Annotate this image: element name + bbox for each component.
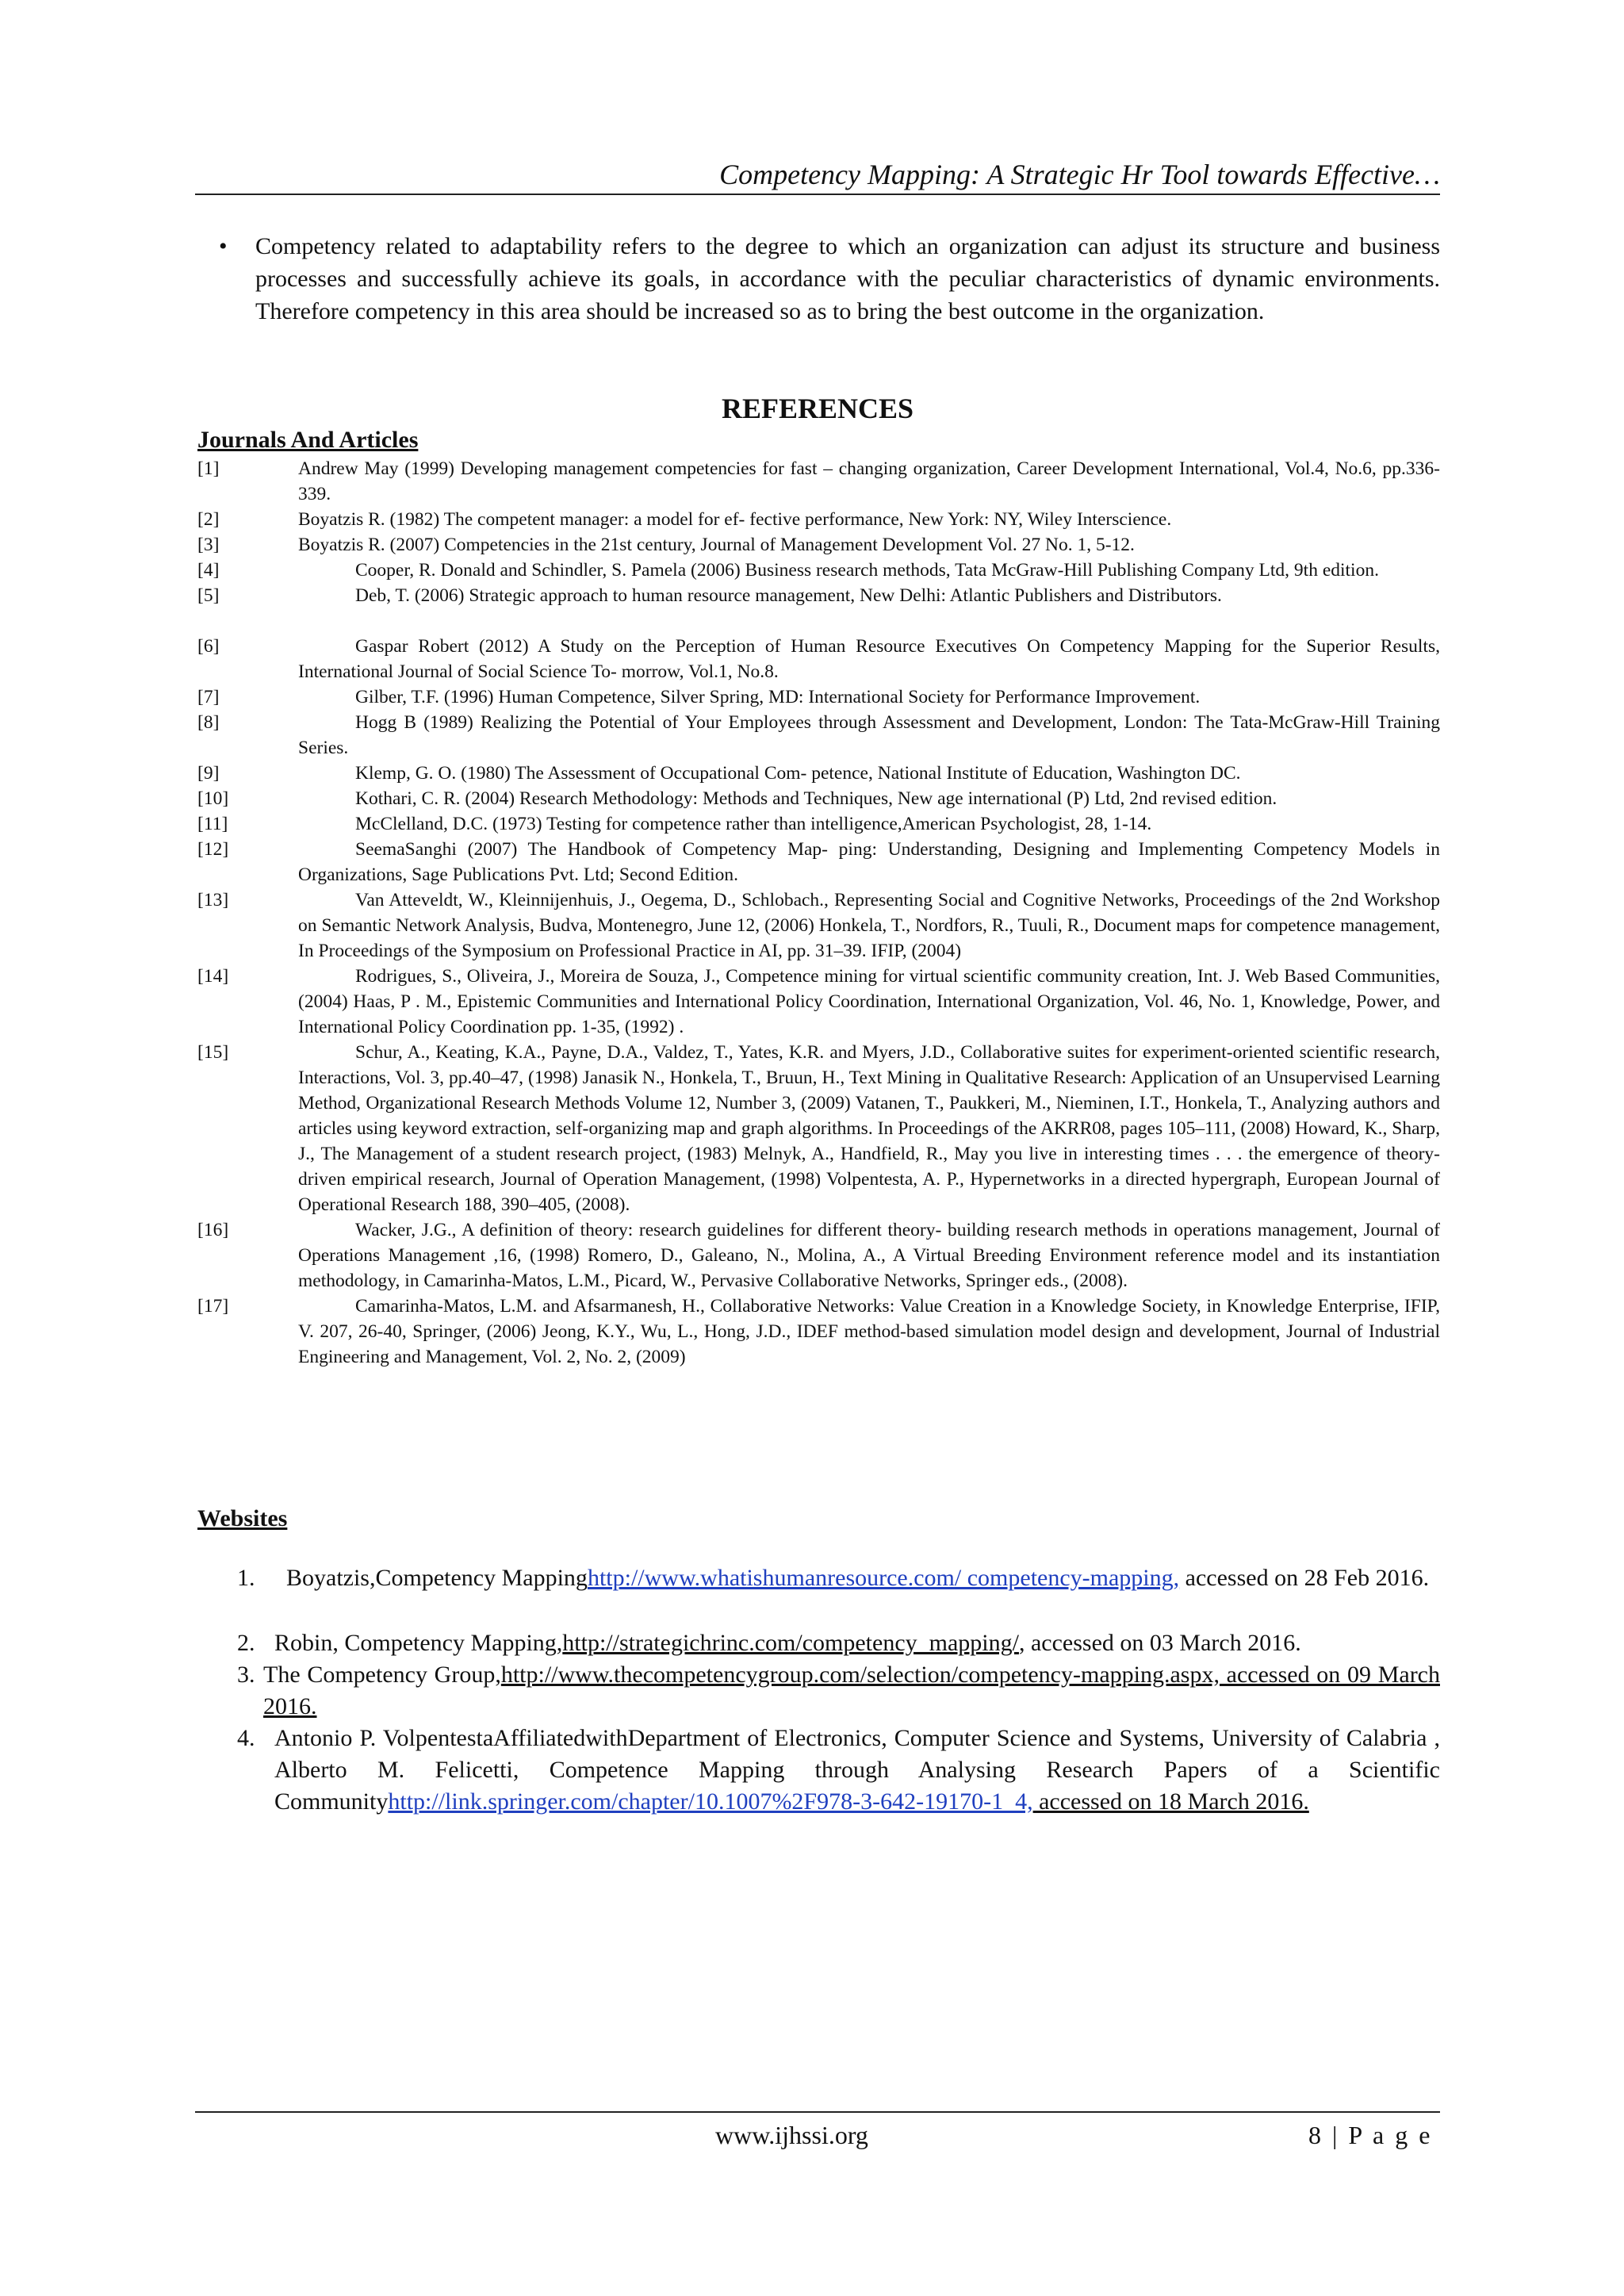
reference-item xyxy=(197,532,1440,558)
bullet-paragraph xyxy=(195,230,1440,328)
website-number: 2. xyxy=(237,1630,255,1656)
reference-number: [9] xyxy=(197,763,220,784)
reference-text: Hogg B (1989) Realizing the Potential of Your Employees through Assessment and Development, London: The Tata-McGraw-Hill Training Series. xyxy=(298,712,1440,758)
reference-number: [4] xyxy=(197,560,220,581)
website-access-note: accessed on 09 March 2016. xyxy=(263,1662,1440,1719)
website-link[interactable]: http://www.thecompetencygroup.com/selection/competency-mapping.aspx, xyxy=(500,1662,1220,1688)
website-number: 3. xyxy=(237,1662,255,1688)
header-divider xyxy=(195,194,1440,195)
reference-item xyxy=(197,634,1440,684)
reference-item xyxy=(197,1040,1440,1217)
reference-text: Boyatzis R. (2007) Competencies in the 21st century, Journal of Management Development Vol. 27 No. 1, 5-12. xyxy=(298,535,1135,555)
footer-website: www.ijhssi.org xyxy=(715,2121,868,2149)
reference-text: Kothari, C. R. (2004) Research Methodology: Methods and Techniques, New age international (P) Ltd, 2nd revised edition. xyxy=(355,788,1277,809)
reference-text: Gaspar Robert (2012) A Study on the Perception of Human Resource Executives On Competency Mapping for the Superior Results, International Journal of Social Science To- morrow, Vol.1, No.8. xyxy=(298,636,1440,682)
website-item xyxy=(195,1723,1440,1818)
reference-item xyxy=(197,583,1440,608)
reference-item xyxy=(197,786,1440,811)
website-number: 4. xyxy=(237,1725,255,1751)
footer-divider xyxy=(195,2111,1440,2113)
reference-text: Andrew May (1999) Developing management competencies for fast – changing organization, Career Development International, Vol.4, No.6, pp.336-339. xyxy=(298,458,1440,504)
reference-number: [6] xyxy=(197,636,220,657)
reference-item xyxy=(197,684,1440,710)
reference-item xyxy=(197,558,1440,583)
bullet-text: Competency related to adaptability refers to the degree to which an organization can adjust its structure and business processes and successfully achieve its goals, in accordance with the peculiar characteristics of dynamic environments. Therefore competency in this area should be increased so as to bring the best outcome in the organization. xyxy=(255,233,1440,324)
reference-number: [10] xyxy=(197,788,229,809)
website-source: Boyatzis,Competency Mapping xyxy=(286,1565,588,1591)
website-number: 1. xyxy=(237,1565,255,1591)
reference-number: [16] xyxy=(197,1220,229,1240)
reference-item xyxy=(197,1294,1440,1370)
website-item xyxy=(195,1562,1440,1594)
reference-number: [15] xyxy=(197,1042,229,1063)
reference-item xyxy=(197,761,1440,786)
website-text xyxy=(263,1659,1440,1723)
reference-number: [7] xyxy=(197,687,220,707)
reference-text: Gilber, T.F. (1996) Human Competence, Silver Spring, MD: International Society for Performance Improvement. xyxy=(355,687,1201,707)
reference-text: Boyatzis R. (1982) The competent manager: a model for ef- fective performance, New York: NY, Wiley Interscience. xyxy=(298,509,1172,530)
reference-item xyxy=(197,964,1440,1040)
website-link[interactable]: http://link.springer.com/chapter/10.1007%2F978-3-642-19170-1_4, xyxy=(388,1788,1033,1815)
reference-item xyxy=(197,811,1440,837)
journals-subheading: Journals And Articles xyxy=(197,427,419,453)
website-link[interactable]: http://strategichrinc.com/competency_mapping/ xyxy=(562,1630,1019,1656)
bullet-marker: • xyxy=(219,233,228,259)
references-heading: REFERENCES xyxy=(721,393,914,424)
reference-item xyxy=(197,507,1440,532)
reference-text: Wacker, J.G., A definition of theory: research guidelines for different theory- building research methods in operations management, Journal of Operations Management ,16, (1998) Romero, D., Galeano, N., Molina, A., A Virtual Breeding Environment reference model and its instantiation methodology, in Camarinha-Matos, L.M., Picard, W., Pervasive Collaborative Networks, Springer eds., (2008). xyxy=(298,1220,1440,1291)
reference-text: Klemp, G. O. (1980) The Assessment of Occupational Com- petence, National Institute of Education, Washington DC. xyxy=(355,763,1241,784)
websites-subheading: Websites xyxy=(197,1505,288,1531)
reference-number: [11] xyxy=(197,814,228,834)
website-source: Antonio P. VolpentestaAffiliatedwithDepartment of Electronics, Computer Science and Systems, University of Calabria , Alberto M. Felicetti, Competence Mapping through Analysing Research Papers of a Scientific Community xyxy=(274,1725,1440,1815)
reference-number: [17] xyxy=(197,1296,229,1317)
website-access-note: accessed on 28 Feb 2016. xyxy=(1179,1565,1430,1591)
reference-item xyxy=(197,456,1440,507)
reference-text: SeemaSanghi (2007) The Handbook of Competency Map- ping: Understanding, Designing and Implementing Competency Models in Organizations, Sage Publications Pvt. Ltd; Second Edition. xyxy=(298,839,1440,885)
reference-text: Rodrigues, S., Oliveira, J., Moreira de Souza, J., Competence mining for virtual scientific community creation, Int. J. Web Based Communities, (2004) Haas, P . M., Epistemic Communities and International Policy Coordination, International Organization, Vol. 46, No. 1, Knowledge, Power, and International Policy Coordination pp. 1-35, (1992) . xyxy=(298,966,1440,1037)
website-source: Robin, Competency Mapping, xyxy=(274,1630,563,1656)
reference-text: McClelland, D.C. (1973) Testing for competence rather than intelligence,American Psychologist, 28, 1-14. xyxy=(355,814,1152,834)
reference-number: [14] xyxy=(197,966,229,987)
page-number: 8 | P a g e xyxy=(1308,2121,1433,2149)
reference-item xyxy=(197,710,1440,761)
website-item xyxy=(195,1659,1440,1723)
website-list xyxy=(195,1562,1440,1818)
running-header-title: Competency Mapping: A Strategic Hr Tool towards Effective… xyxy=(719,159,1440,190)
reference-text: Camarinha-Matos, L.M. and Afsarmanesh, H., Collaborative Networks: Value Creation in a Knowledge Society, in Knowledge Enterprise, IFIP, V. 207, 26-40, Springer, (2006) Jeong, K.Y., Wu, L., Hong, J.D., IDEF method-based simulation model design and development, Journal of Industrial Engineering and Management, Vol. 2, No. 2, (2009) xyxy=(298,1296,1440,1367)
reference-item xyxy=(197,1217,1440,1294)
reference-item xyxy=(197,887,1440,964)
reference-text: Cooper, R. Donald and Schindler, S. Pamela (2006) Business research methods, Tata McGraw-Hill Publishing Company Ltd, 9th edition. xyxy=(355,560,1379,581)
website-text xyxy=(274,1723,1440,1818)
website-text xyxy=(274,1627,1440,1659)
reference-number: [8] xyxy=(197,712,220,733)
reference-list xyxy=(197,456,1440,1370)
reference-text: Van Atteveldt, W., Kleinnijenhuis, J., Oegema, D., Schlobach., Representing Social and Cognitive Networks, Proceedings of the 2nd Workshop on Semantic Network Analysis, Budva, Montenegro, June 12, (2006) Honkela, T., Nordfors, R., Tuuli, R., Document maps for competence management, In Proceedings of the Symposium on Professional Practice in AI, pp. 31–39. IFIP, (2004) xyxy=(298,890,1440,961)
website-access-note: accessed on 18 March 2016. xyxy=(1032,1788,1309,1815)
website-item xyxy=(195,1627,1440,1659)
reference-item xyxy=(197,837,1440,887)
website-source: The Competency Group, xyxy=(263,1662,501,1688)
reference-text: Schur, A., Keating, K.A., Payne, D.A., Valdez, T., Yates, K.R. and Myers, J.D., Collaborative suites for experiment-oriented scientific research, Interactions, Vol. 3, pp.40–47, (1998) Janasik N., Honkela, T., Bruun, H., Text Mining in Qualitative Research: Application of an Unsupervised Learning Method, Organizational Research Methods Volume 12, Number 3, (2009) Vatanen, T., Paukkeri, M., Nieminen, I.T., Honkela, T., Analyzing authors and articles using keyword extraction, self-organizing map and graph algorithms. In Proceedings of the AKRR08, pages 105–111, (2008) Howard, K., Sharp, J., The Management of a student research project, (1983) Melnyk, A., Handfield, R., May you live in interesting times . . . the emergence of theory-driven empirical research, Journal of Operation Management, (1998) Volpentesta, A. P., Hypernetworks in a directed hypergraph, European Journal of Operational Research 188, 390–405, (2008). xyxy=(298,1042,1440,1215)
reference-number: [3] xyxy=(197,535,220,555)
reference-number: [1] xyxy=(197,458,220,479)
reference-number: [5] xyxy=(197,585,220,606)
reference-text: Deb, T. (2006) Strategic approach to human resource management, New Delhi: Atlantic Publishers and Distributors. xyxy=(355,585,1222,606)
website-text xyxy=(286,1562,1440,1594)
reference-number: [13] xyxy=(197,890,229,910)
website-link[interactable]: http://www.whatishumanresource.com/ competency-mapping, xyxy=(587,1565,1180,1591)
website-access-note: , accessed on 03 March 2016. xyxy=(1018,1630,1301,1656)
reference-number: [12] xyxy=(197,839,229,860)
reference-number: [2] xyxy=(197,509,220,530)
